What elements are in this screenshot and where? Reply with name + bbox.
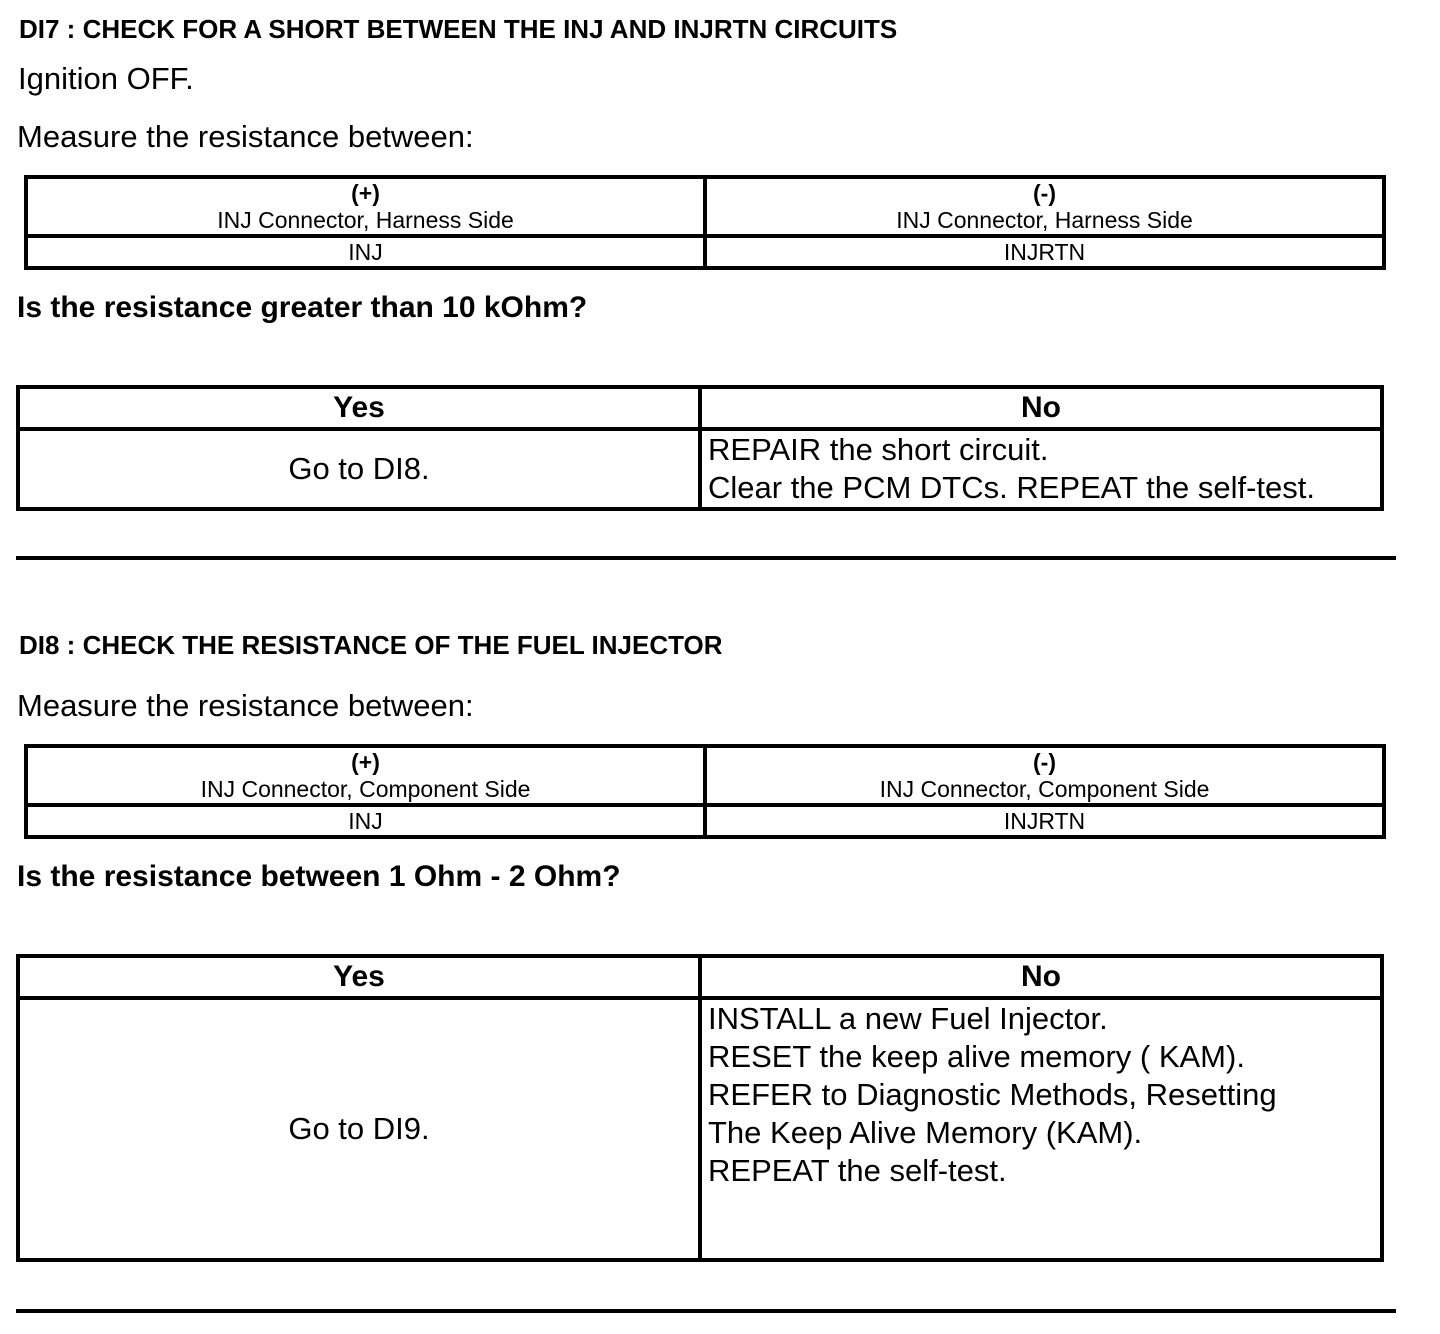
di7-plus-polarity: (+) [351, 179, 380, 206]
di7-result-table [16, 385, 1384, 511]
di8-plus-location: INJ Connector, Component Side [200, 775, 531, 802]
di8-no-header: No [700, 956, 1382, 998]
di8-result-table [16, 954, 1384, 1262]
di8-step-title: DI8 : CHECK THE RESISTANCE OF THE FUEL INJECTOR [19, 630, 723, 660]
di7-yes-header: Yes [18, 387, 700, 429]
di7-plus-location: INJ Connector, Harness Side [217, 206, 514, 233]
di8-plus-pin: INJ [26, 805, 705, 837]
di8-measurement-table [24, 744, 1386, 839]
di7-question: Is the resistance greater than 10 kOhm? [17, 291, 588, 324]
di7-minus-location: INJ Connector, Harness Side [896, 206, 1193, 233]
di8-minus-polarity: (-) [1033, 748, 1056, 775]
di7-minus-header-cell [705, 177, 1384, 236]
di8-no-actions [700, 998, 1382, 1260]
di7-measurement-table [24, 175, 1386, 270]
di7-ignition-instruction: Ignition OFF. [18, 61, 194, 96]
di8-no-action-line: REFER to Diagnostic Methods, Resetting [708, 1077, 1277, 1112]
di8-yes-header: Yes [18, 956, 700, 998]
di8-measure-label: Measure the resistance between: [17, 688, 474, 723]
di7-plus-header-cell [26, 177, 705, 236]
di7-measure-label: Measure the resistance between: [17, 119, 474, 154]
section-divider [16, 556, 1396, 560]
di7-no-action-line: REPAIR the short circuit. [708, 432, 1049, 467]
di8-no-action-line: RESET the keep alive memory ( KAM). [708, 1039, 1245, 1074]
di7-no-action-line: Clear the PCM DTCs. REPEAT the self-test. [708, 470, 1315, 505]
di8-minus-header-cell [705, 746, 1384, 805]
di8-no-action-line: The Keep Alive Memory (KAM). [708, 1115, 1143, 1150]
di7-no-actions [700, 429, 1382, 509]
di8-yes-action: Go to DI9. [18, 998, 700, 1260]
di7-no-header: No [700, 387, 1382, 429]
di7-minus-pin: INJRTN [705, 236, 1384, 268]
di8-plus-header-cell [26, 746, 705, 805]
di7-minus-polarity: (-) [1033, 179, 1056, 206]
di8-no-action-line: REPEAT the self-test. [708, 1153, 1007, 1188]
di7-yes-action: Go to DI8. [18, 429, 700, 509]
di8-minus-pin: INJRTN [705, 805, 1384, 837]
di7-plus-pin: INJ [26, 236, 705, 268]
di8-minus-location: INJ Connector, Component Side [879, 775, 1210, 802]
di8-question: Is the resistance between 1 Ohm - 2 Ohm? [17, 860, 621, 893]
section-divider [16, 1309, 1396, 1313]
di7-step-title: DI7 : CHECK FOR A SHORT BETWEEN THE INJ AND INJRTN CIRCUITS [19, 14, 898, 44]
di8-plus-polarity: (+) [351, 748, 380, 775]
di8-no-action-line: INSTALL a new Fuel Injector. [708, 1001, 1108, 1036]
